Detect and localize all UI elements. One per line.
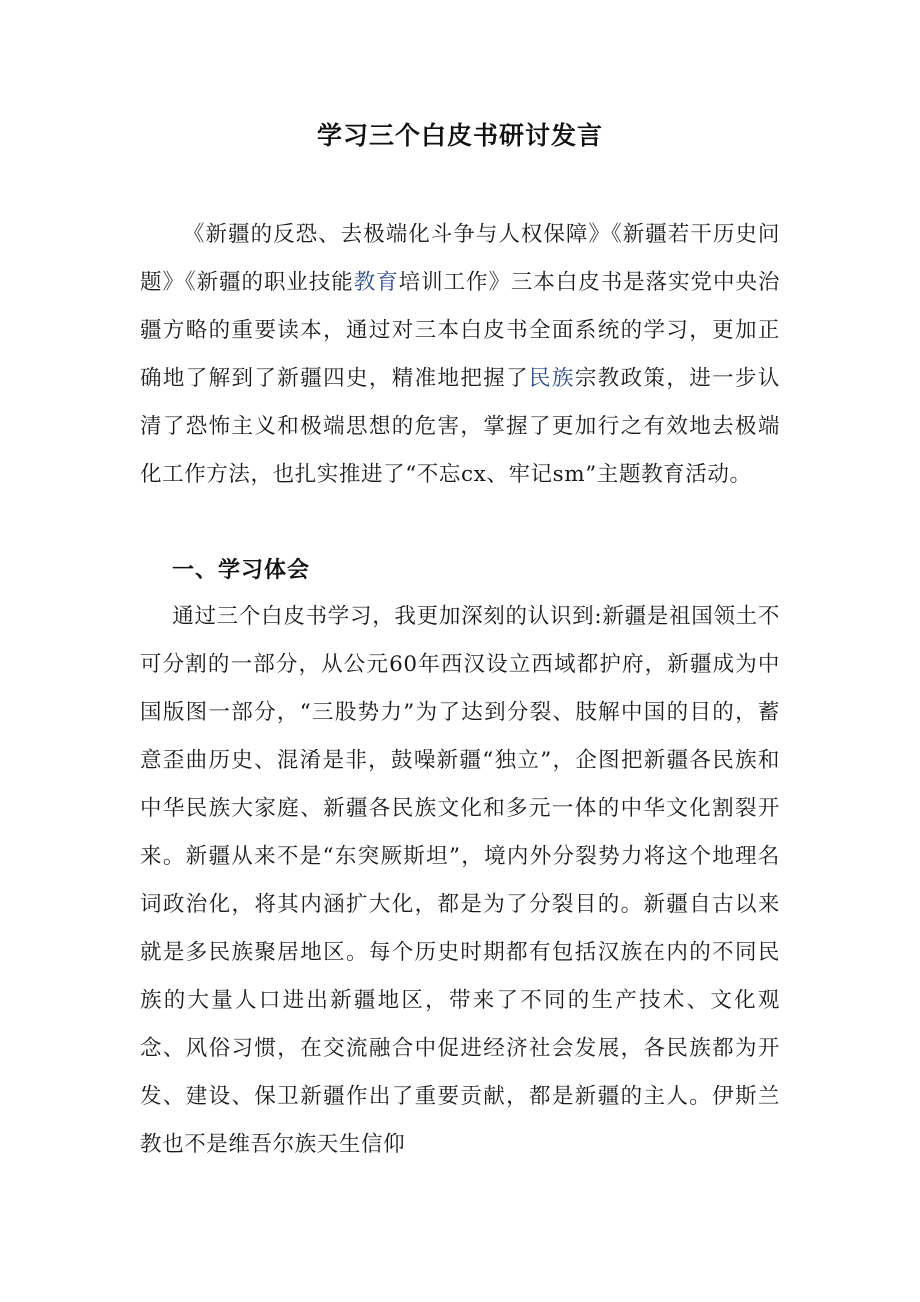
section-heading: 一、学习体会 [172,557,311,583]
intro-text-part-1: 《新疆的反恐、去极端化斗争与人权保障》《新疆若干历史问题》《新疆的职业技能 [140,222,780,295]
link-education[interactable]: 教育 [353,270,399,295]
intro-text-part-3: 宗教政策，进一步认清了恐怖主义和极端思想的危害，掌握了更加行之有效地去极端化工作方法，也扎实推进了“不忘cx、牢记sm”主题教育活动。 [140,366,781,487]
intro-text-part-2: 培训工作》三本白皮书是落实党中央治疆方略的重要读本，通过对三本白皮书全面系统的学习，更加正确地了解到了新疆四史，精准地把握了 [140,270,780,391]
intro-paragraph [140,211,780,499]
learning-paragraph: 通过三个白皮书学习，我更加深刻的认识到:新疆是祖国领土不可分割的一部分，从公元60年西汉设立西域都护府，新疆成为中国版图一部分，“三股势力”为了达到分裂、肢解中国的目的，蓄意歪曲历史、混淆是非，鼓噪新疆“独立”，企图把新疆各民族和中华民族大家庭、新疆各民族文化和多元一体的中华文化割裂开来。新疆从来不是“东突厥斯坦”，境内外分裂势力将这个地理名词政治化，将其内涵扩大化，都是为了分裂目的。新疆自古以来就是多民族聚居地区。每个历史时期都有包括汉族在内的不同民族的大量人口进出新疆地区，带来了不同的生产技术、文化观念、风俗习惯，在交流融合中促进经济社会发展，各民族都为开发、建设、保卫新疆作出了重要贡献，都是新疆的主人。伊斯兰教也不是维吾尔族天生信仰 [140,604,780,1157]
document-title: 学习三个白皮书研讨发言 [316,121,603,150]
link-ethnic[interactable]: 民族 [529,366,575,391]
